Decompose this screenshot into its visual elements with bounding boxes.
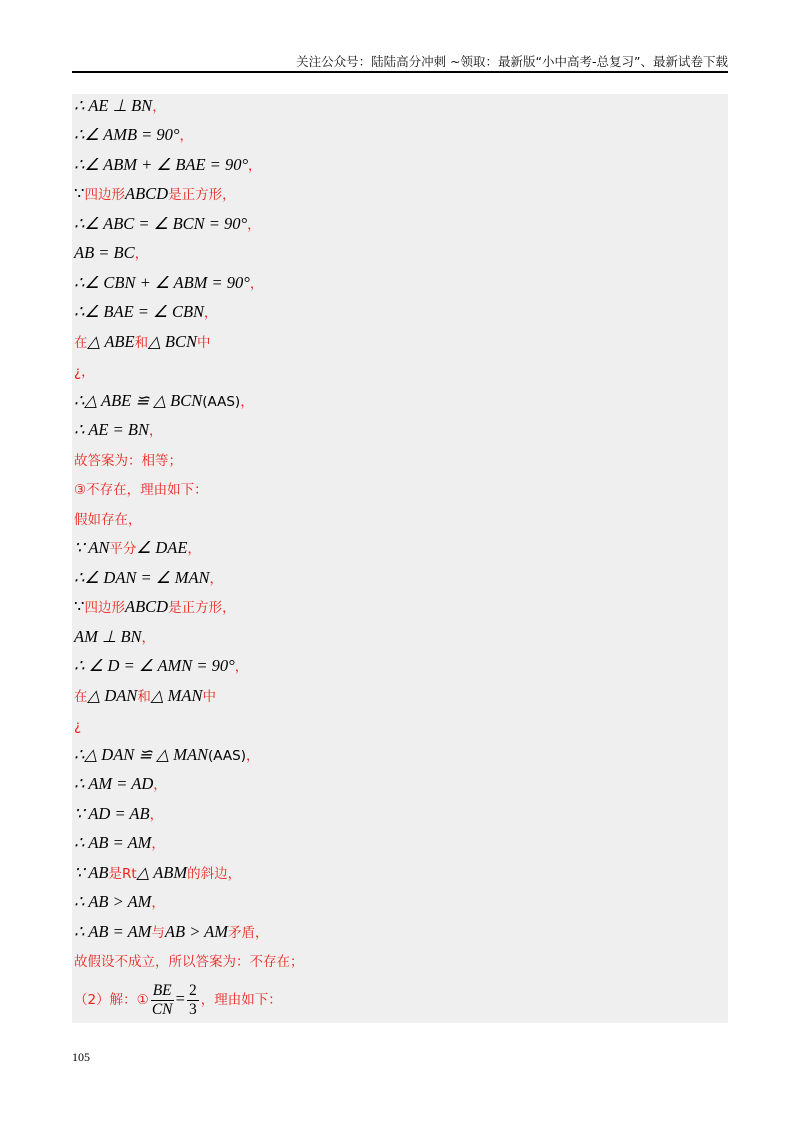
punctuation: ， <box>151 836 165 852</box>
proof-line-21 <box>74 684 216 708</box>
math-text: ∠ DAE <box>136 538 188 557</box>
math-text: ∴∠ ABM + ∠ BAE = 90° <box>74 155 249 174</box>
proof-line-30 <box>74 949 304 973</box>
math-text: ∴∠ ABC = ∠ BCN = 90° <box>74 214 248 233</box>
punctuation: ， <box>209 571 224 587</box>
math-symbol: ∵ <box>74 184 85 203</box>
math-text: ∴∠ AMB = 90° <box>74 125 180 144</box>
page-number: 105 <box>72 1050 90 1064</box>
plain-text: (AAS) <box>208 748 246 764</box>
red-text: 故答案为：相等； <box>74 453 182 469</box>
math-text: ∵ AD = AB <box>74 804 150 823</box>
math-symbol: ∵ <box>74 597 85 616</box>
proof-line-17 <box>74 566 223 590</box>
punctuation: ， <box>151 895 165 911</box>
punctuation: ， <box>234 659 249 675</box>
red-text: 故假设不成立，所以答案为：不存在； <box>74 954 304 970</box>
math-text: △ DAN <box>87 686 138 705</box>
red-text: ¿ <box>74 364 82 380</box>
punctuation: ， <box>153 777 167 793</box>
red-text: 矛盾， <box>227 925 269 941</box>
math-text: ∴ AB = AM <box>74 833 152 852</box>
proof-line-5 <box>74 212 261 236</box>
proof-line-18 <box>74 595 236 619</box>
fraction-numerator: 2 <box>188 981 197 999</box>
punctuation: ， <box>152 99 166 115</box>
red-text: 是正方形， <box>168 187 236 203</box>
solution-panel <box>72 94 728 1023</box>
proof-line-19 <box>74 625 155 649</box>
proof-line-10 <box>74 359 95 383</box>
red-text: 四边形 <box>84 600 125 616</box>
math-text: ∴△ DAN ≌ △ MAN <box>74 745 209 764</box>
proof-line-22 <box>74 713 81 737</box>
punctuation: ， <box>249 276 264 292</box>
math-text: ∵ AB <box>74 863 109 882</box>
math-text: ∵ AN <box>74 538 110 557</box>
red-text: （2）解：① <box>74 992 149 1008</box>
math-text: ∴∠ CBN + ∠ ABM = 90° <box>74 273 250 292</box>
math-text: ∴ AB = AM <box>74 922 152 941</box>
punctuation: ， <box>245 748 260 764</box>
math-text: AM ⊥ BN <box>74 627 142 646</box>
math-text: ∴△ ABE ≌ △ BCN <box>74 391 203 410</box>
math-text: ∴ ∠ D = ∠ AMN = 90° <box>74 656 235 675</box>
proof-line-16 <box>74 536 201 560</box>
proof-line-7 <box>74 271 263 295</box>
punctuation: ， <box>149 807 164 823</box>
fraction-denominator: CN <box>151 1000 173 1018</box>
punctuation: ， <box>247 217 261 233</box>
red-text: 是正方形， <box>168 600 236 616</box>
proof-line-26 <box>74 831 165 855</box>
proof-line-14 <box>74 477 208 501</box>
punctuation: ， <box>240 394 254 410</box>
red-text: ③不存在，理由如下： <box>74 482 208 498</box>
math-text: △ MAN <box>150 686 203 705</box>
red-text: ，理由如下： <box>200 992 282 1008</box>
proof-line-8 <box>74 300 218 324</box>
red-text: 平分 <box>109 541 137 557</box>
fraction-be-cn <box>151 982 174 1019</box>
math-text: ∴∠ DAN = ∠ MAN <box>74 568 210 587</box>
punctuation: ， <box>248 158 262 174</box>
proof-line-20 <box>74 654 248 678</box>
red-text: 和 <box>134 335 149 351</box>
red-text: 四边形 <box>84 187 125 203</box>
red-text: 中 <box>196 335 211 351</box>
punctuation: ， <box>134 246 149 262</box>
proof-line-15 <box>74 507 142 531</box>
fraction-denominator: 3 <box>188 1000 197 1018</box>
proof-line-25 <box>74 802 163 826</box>
math-text: AB > AM <box>164 922 228 941</box>
math-text: ABCD <box>125 597 169 616</box>
math-text: ∴ AE = BN <box>74 420 149 439</box>
math-text: ABCD <box>125 184 169 203</box>
proof-line-6 <box>74 241 148 265</box>
proof-line-3 <box>74 153 262 177</box>
punctuation: ， <box>187 541 201 557</box>
proof-line-27 <box>74 861 241 885</box>
proof-line-23 <box>74 743 259 767</box>
math-text: △ ABM <box>136 863 188 882</box>
math-text: ∴ AE ⊥ BN <box>74 96 153 115</box>
math-text: ∴ AM = AD <box>74 774 154 793</box>
punctuation: ， <box>148 423 163 439</box>
header-divider <box>72 71 728 73</box>
proof-line-1 <box>74 94 166 118</box>
proof-line-11 <box>74 389 254 413</box>
proof-line-9 <box>74 330 210 354</box>
proof-line-4 <box>74 182 236 206</box>
math-text: ∴∠ BAE = ∠ CBN <box>74 302 205 321</box>
red-text: 是Rt <box>108 866 137 882</box>
red-text: 假如存在， <box>74 512 142 528</box>
red-text: 与 <box>151 925 165 941</box>
proof-line-12 <box>74 418 162 442</box>
punctuation: ， <box>141 630 156 646</box>
red-text: 在 <box>74 335 88 351</box>
proof-line-24 <box>74 772 167 796</box>
page-header: 关注公众号：陆陆高分冲刺 ~领取：最新版“小中高考-总复习”、最新试卷下载 <box>296 54 728 69</box>
punctuation: ， <box>81 364 95 380</box>
math-text: △ ABE <box>87 332 135 351</box>
proof-line-13 <box>74 448 182 472</box>
plain-text: (AAS) <box>202 394 241 410</box>
proof-line-28 <box>74 890 165 914</box>
proof-line-29 <box>74 920 268 944</box>
punctuation: ， <box>179 128 194 144</box>
punctuation: ， <box>204 305 218 321</box>
red-text: 在 <box>74 689 88 705</box>
red-text: 和 <box>137 689 151 705</box>
math-text: AB = BC <box>74 243 135 262</box>
red-text: ¿ <box>74 718 82 734</box>
equals-sign: = <box>175 989 185 1008</box>
proof-line-2 <box>74 123 193 147</box>
proof-line-31 <box>74 979 282 1019</box>
fraction-numerator: BE <box>152 981 172 999</box>
math-text: △ BCN <box>148 332 197 351</box>
red-text: 中 <box>202 689 216 705</box>
fraction-two-thirds <box>187 982 199 1019</box>
red-text: 的斜边， <box>187 866 242 882</box>
math-text: ∴ AB > AM <box>74 892 152 911</box>
